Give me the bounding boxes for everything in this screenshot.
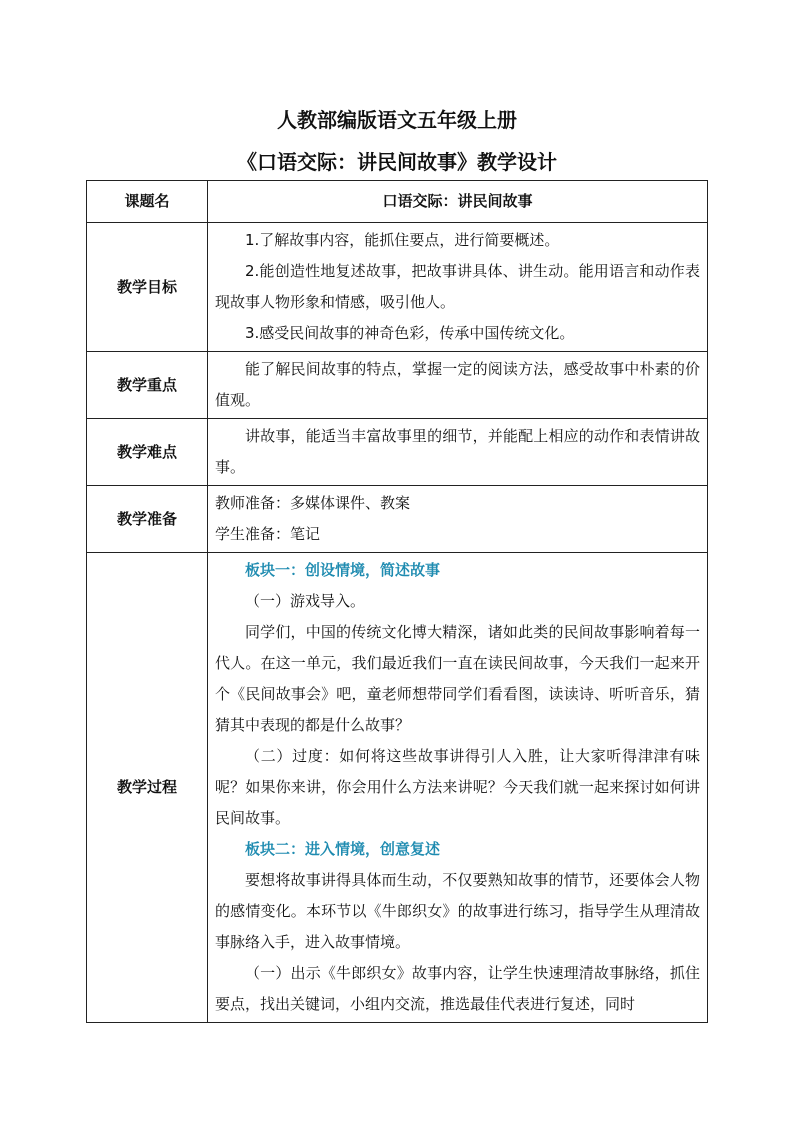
key-points-row: [87, 352, 708, 419]
document-subtitle: 《口语交际：讲民间故事》教学设计: [237, 150, 557, 174]
key-points-label: 教学重点: [87, 352, 208, 419]
goal-item: 1.了解故事内容，能抓住要点，进行简要概述。: [245, 231, 560, 249]
process-label: 教学过程: [87, 553, 208, 1023]
process-paragraph: 同学们，中国的传统文化博大精深，诸如此类的民间故事影响着每一代人。在这一单元，我们最近我们一直在读民间故事，今天我们一起来开个《民间故事会》吧，童老师想带同学们看看图，读读诗、听听音乐，猜猜其中表现的都是什么故事？: [215, 623, 700, 734]
section-heading: 板块一：创设情境，简述故事: [245, 561, 441, 579]
process-paragraph: （二）过度：如何将这些故事讲得引人入胜，让大家听得津津有味呢？如果你来讲，你会用什么方法来讲呢？今天我们就一起来探讨如何讲民间故事。: [215, 747, 700, 827]
goal-item: 3.感受民间故事的神奇色彩，传承中国传统文化。: [245, 324, 575, 342]
process-paragraph: 要想将故事讲得具体而生动，不仅要熟知故事的情节，还要体会人物的感情变化。本环节以《牛郎织女》的故事进行练习，指导学生从理清故事脉络入手，进入故事情境。: [215, 871, 700, 951]
key-points-cell: [208, 352, 708, 419]
difficulty-text: 讲故事，能适当丰富故事里的细节，并能配上相应的动作和表情讲故事。: [215, 427, 700, 476]
goals-cell: [208, 223, 708, 352]
process-row: [87, 553, 708, 1023]
student-preparation: 学生准备：笔记: [215, 525, 321, 543]
document-title: 人教部编版语文五年级上册: [277, 108, 517, 132]
difficulty-label: 教学难点: [87, 419, 208, 486]
goal-item: 2.能创造性地复述故事，把故事讲具体、讲生动。能用语言和动作表现故事人物形象和情感，吸引他人。: [215, 262, 700, 311]
goals-label: 教学目标: [87, 223, 208, 352]
preparation-label: 教学准备: [87, 486, 208, 553]
teacher-preparation: 教师准备：多媒体课件、教案: [215, 494, 411, 512]
key-points-text: 能了解民间故事的特点，掌握一定的阅读方法，感受故事中朴素的价值观。: [215, 360, 700, 409]
preparation-row: [87, 486, 708, 553]
topic-label: 课题名: [87, 181, 208, 223]
topic-row: [87, 181, 708, 223]
process-cell: [208, 553, 708, 1023]
preparation-cell: [208, 486, 708, 553]
difficulty-row: [87, 419, 708, 486]
goals-row: [87, 223, 708, 352]
process-paragraph: （一）出示《牛郎织女》故事内容，让学生快速理清故事脉络，抓住要点，找出关键词，小组内交流，推选最佳代表进行复述，同时: [215, 964, 700, 1013]
section-heading: 板块二：进入情境，创意复述: [245, 840, 441, 858]
lesson-plan-table: [86, 180, 708, 1023]
process-paragraph: （一）游戏导入。: [245, 592, 366, 610]
topic-value: 口语交际：讲民间故事: [208, 181, 708, 223]
difficulty-cell: [208, 419, 708, 486]
